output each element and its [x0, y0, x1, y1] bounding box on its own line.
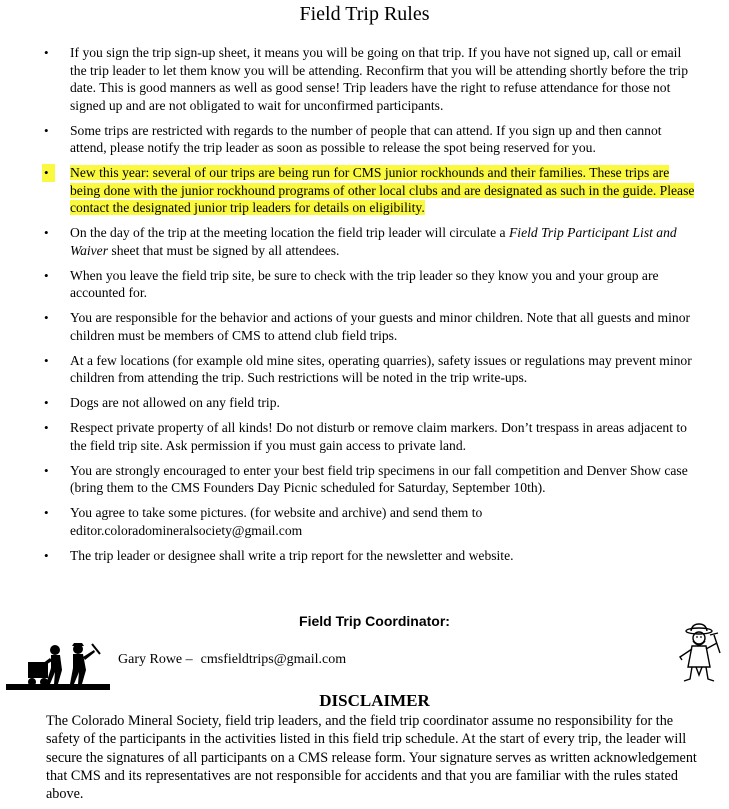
rule-text: Some trips are restricted with regards to the number of people that can attend. If you sign up and then cannot attend, please notify the trip leader as soon as possible to release the spot being reserved for you.: [70, 122, 662, 156]
rule-item: [0, 547, 729, 565]
rule-text: If you sign the trip sign-up sheet, it means you will be going on that trip. If you have not signed up, call or email the trip leader to let them know you will be attending. Reconfirm that you will be attending shortly before the trip date. This is good manners as well as good sense! Trip leaders have the right to refuse attendance for those not signed up and are not obligated to wait for unconfirmed participants.: [70, 45, 688, 113]
rule-item: [0, 224, 729, 259]
rule-item: [0, 394, 729, 412]
bullet-icon: •: [44, 122, 49, 138]
bullet-icon: •: [44, 505, 49, 521]
waiver-sheet-title: Field Trip Participant List and Waiver: [70, 225, 677, 258]
coordinator-email[interactable]: cmsfieldtrips@gmail.com: [200, 652, 347, 667]
rule-text: Dogs are not allowed on any field trip.: [70, 395, 280, 411]
disclaimer-text: The Colorado Mineral Society, field trip leaders, and the field trip coordinator assume no responsibility for the safety of the participants in the activities listed in this field trip schedule. At the start of every trip, the leader will secure the signatures of all participants on a CMS release form. Your signature serves as written acknowledgement that CMS and its representatives are not responsible for accidents and that you are familiar with the rules stated above.: [46, 713, 697, 803]
bullet-icon: •: [44, 462, 49, 478]
bullet-icon: •: [44, 352, 49, 368]
coordinator-name: Gary Rowe –: [118, 652, 193, 667]
rule-text: Respect private property of all kinds! Do not disturb or remove claim markers. Don’t trespass in areas adjacent to the field trip site. Ask permission if you must gain access to private land.: [70, 420, 687, 453]
miners-silhouette-icon: [6, 640, 110, 692]
rule-text: You agree to take some pictures. (for website and archive) and send them to editor.coloradomineralsociety@gmail.com: [70, 505, 483, 538]
rule-item: [0, 44, 729, 114]
bullet-icon: •: [44, 267, 49, 283]
rule-text: You are strongly encouraged to enter your best field trip specimens in our fall competition and Denver Show case (bring them to the CMS Founders Day Picnic scheduled for Saturday, September 10th).: [70, 462, 688, 496]
rule-item: [0, 419, 729, 454]
rule-text-before: On the day of the trip at the meeting location the field trip leader will circulate a: [70, 225, 509, 241]
bullet-icon: •: [44, 420, 49, 436]
rule-item-highlighted: [0, 164, 729, 217]
coordinator-heading: Field Trip Coordinator:: [299, 613, 450, 629]
rule-item: [0, 267, 729, 302]
rule-item: [0, 122, 729, 157]
bullet-icon: •: [44, 395, 49, 411]
prospector-cartoon-icon: [672, 623, 724, 685]
rule-text: You are responsible for the behavior and actions of your guests and minor children. Note that all guests and minor children must be members of CMS to attend club field trips.: [70, 310, 691, 343]
coordinator-line: [118, 651, 346, 669]
bullet-icon: •: [44, 225, 49, 241]
rule-item: [0, 352, 729, 387]
rule-item: [0, 504, 729, 539]
page-title: Field Trip Rules: [299, 3, 430, 25]
rules-list: [0, 44, 729, 571]
rule-item: [0, 462, 729, 497]
bullet-icon: •: [42, 164, 55, 182]
rule-text: When you leave the field trip site, be sure to check with the trip leader so they know you and your group are accounted for.: [70, 267, 659, 301]
disclaimer-title: DISCLAIMER: [319, 691, 430, 710]
rule-text: The trip leader or designee shall write a trip report for the newsletter and website.: [70, 547, 514, 563]
bullet-icon: •: [44, 310, 49, 326]
rule-text: New this year: several of our trips are being run for CMS junior rockhounds and their families. These trips are being done with the junior rockhound programs of other local clubs and are designated as such in the guide. Please contact the designated junior trip leaders for details on eligibility.: [70, 165, 695, 216]
bullet-icon: •: [44, 45, 49, 60]
rule-text: At a few locations (for example old mine sites, operating quarries), safety issues or regulations may prevent minor children from attending the trip. Such restrictions will be noted in the trip write-ups.: [70, 352, 692, 386]
bullet-icon: •: [44, 547, 49, 563]
rule-text-after: sheet that must be signed by all attendees.: [108, 242, 340, 258]
rule-item: [0, 309, 729, 344]
